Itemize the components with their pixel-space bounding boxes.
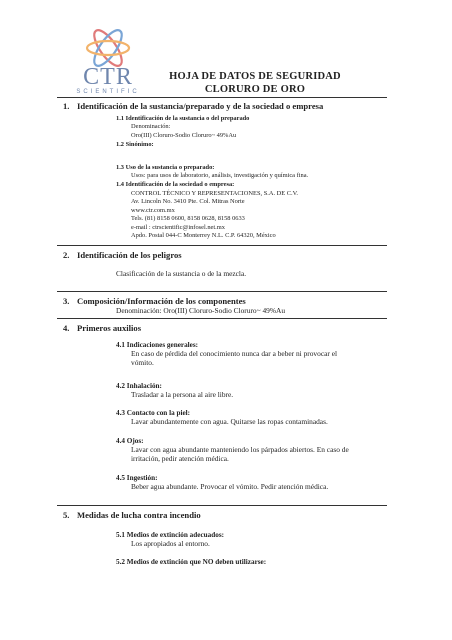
text-line: Los apropiados al entorno. [131,539,210,548]
logo-brand: CTR [83,64,133,90]
section-5-2-heading: 5.2 Medios de extinción que NO deben utilizarse: [116,558,267,566]
divider [57,291,387,292]
text-line: Lavar abundantemente con agua. Quitarse las ropas contaminadas. [131,417,328,426]
text-line: Oro(III) Cloruro-Sodio Cloruro~ 49%Au [131,132,237,139]
section-4-1-heading: 4.1 Indicaciones generales: [116,341,199,349]
text-line: Tels. (81) 8158 0600, 8158 0628, 8158 0633 [131,215,245,222]
section-4-2-heading: 4.2 Inhalación: [116,382,162,390]
section-4-3-heading: 4.3 Contacto con la piel: [116,409,191,417]
divider [57,505,387,506]
title-line1: HOJA DE DATOS DE SEGURIDAD [169,71,341,82]
text-line: vómito. [131,358,154,367]
section-1-4-heading: 1.4 Identificación de la sociedad o empresa: [116,181,235,188]
text-line: CONTROL TÉCNICO Y REPRESENTACIONES, S.A. DE C.V. [131,190,299,197]
section-5-heading: 5. Medidas de lucha contra incendio [63,510,201,520]
divider [57,97,387,98]
section-1-heading: 1. Identificación de la sustancia/preparado y de la sociedad o empresa [63,101,324,111]
section-1-3-heading: 1.3 Uso de la sustancia o preparado: [116,164,215,171]
text-line: irritación, pedir atención médica. [131,454,229,463]
section-4-5-heading: 4.5 Ingestión: [116,474,158,482]
text-line: Usos: para usos de laboratorio, análisis, investigación y química fina. [131,172,309,179]
text-line: Lavar con agua abundante manteniendo los párpados abiertos. En caso de [131,445,349,454]
text-line: En caso de pérdida del conocimiento nunca dar a beber ni provocar el [131,349,338,358]
text-line: Apdo. Postal 044-C Monterrey N.L. C.P. 64320, México [131,232,276,239]
text-line: Trasladar a la persona al aire libre. [131,390,234,399]
document-title [150,70,360,96]
text-line: Clasificación de la sustancia o de la mezcla. [116,269,247,278]
section-4-4-heading: 4.4 Ojos: [116,437,144,445]
text-line: Denominación: [131,123,171,130]
text-line: Denominación: Oro(III) Cloruro-Sodio Cloruro~ 49%Au [116,306,286,315]
section-3-heading: 3. Composición/Información de los componentes [63,296,246,306]
text-line: www.ctr.com.mx [131,207,175,214]
title-line2: CLORURO DE ORO [204,84,306,95]
text-line: Beber agua abundante. Provocar el vómito. Pedir atención médica. [131,482,329,491]
section-4-heading: 4. Primeros auxilios [63,323,142,333]
divider [57,245,387,246]
logo-sub: SCIENTIFIC [76,89,140,95]
section-5-1-heading: 5.1 Medios de extinción adecuados: [116,531,225,539]
ctr-logo [58,18,158,98]
section-1-2-heading: 1.2 Sinónimo: [116,141,154,148]
section-1-1-heading: 1.1 Identificación de la sustancia o del preparado [116,115,250,122]
section-2-heading: 2. Identificación de los peligros [63,250,182,260]
text-line: Av. Lincoln No. 3410 Pte. Col. Mitras Norte [131,198,245,205]
text-line: e-mail : ctrscientific@infosel.net.mx [131,224,225,231]
divider [57,318,387,319]
